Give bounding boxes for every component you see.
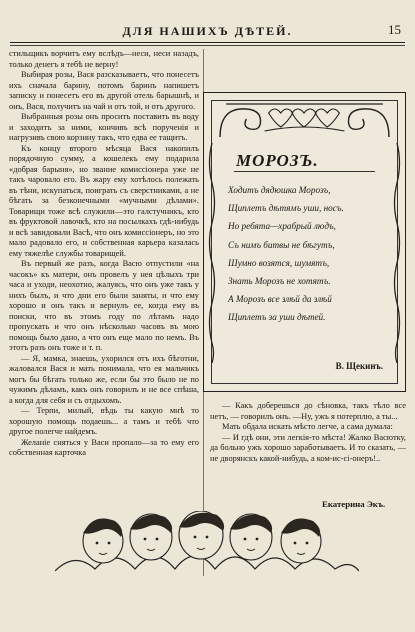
right-paragraph: — Какъ доберешься до сѣновка, такъ тѣло все нетъ, — говорилъ онъ. —Ну, ужъ я потерплю, а ты... <box>210 401 406 421</box>
page-number: 15 <box>388 22 401 37</box>
right-column <box>210 401 406 493</box>
left-paragraph: Въ первый же разъ, когда Васю отпустили «на часокъ» къ матери, онъ провелъ у нея цѣлыхъ три часа и уходи, неохотно, жалуясь, что онъ уже такъ у нихъ былъ, и что дни его были заняты, и что ему хорошо и онъ такъ и вернулъ ее, когда ему въ поиски, что въ этомъ году по лѣтамъ надо пропускать и что онъ нѣсколько часовъ въ мою помощь было дано, а что онъ еще мало по немъ. Въ этотъ разъ онъ тоже и т. п. <box>9 259 199 352</box>
children-faces-illustration <box>55 511 359 577</box>
left-paragraph: стильщикъ ворчитъ ему вслѣдъ—неси, неси назадъ, только денегъ я тебѣ не верну! <box>9 49 199 69</box>
poem-title: МОРОЗЪ. <box>236 151 319 170</box>
left-paragraph: — Я, мамка, знаешь, ухорился отъ ихъ бѣготни, жаловался Вася и мать понимала, что ея мальчикъ могъ бы бѣгать только же, если бы это было не по чужимъ дѣламъ, какъ онъ говорилъ и не все спѣша, а когда для себя и съ отдыхомъ. <box>9 353 199 405</box>
left-paragraph: Желаніе сняться у Васи пропало—за то ему его собственная карточка <box>9 437 199 457</box>
ornament-border-top <box>216 101 393 141</box>
poem-line: Щиплетъ дѣтямъ уши, носъ. <box>228 203 344 214</box>
poem-line: Съ нимъ битвы не бѣгутъ, <box>228 239 335 250</box>
header-rule-thin <box>10 45 405 46</box>
poem-author: В. Щекинъ. <box>335 361 383 371</box>
header-rule <box>10 42 405 43</box>
poem-line: Ходитъ дядюшка Морозъ, <box>228 185 331 195</box>
ornament-border-left <box>207 143 217 363</box>
poem-frame <box>203 92 406 392</box>
poem-line: А Морозъ все злѣй да злѣй <box>228 294 332 305</box>
right-paragraph: — И гдѣ они, эти легкія-то мѣста! Жалко Васютку, да больно ужъ хорошо заработываетъ. И то сказать, —не дворянскъ какой-нибудь, а ком-ис-сі-онеръ!.. <box>210 432 406 463</box>
right-paragraph: Мать обдала искать мѣсто легче, а сама думала: <box>222 422 393 431</box>
left-paragraph: Выбранныя розы онъ проситъ поставить въ воду и заходитъ за ними, кончивъ всѣ порученія и нагрузивъ свою корзину такъ, что едва ее тащитъ. <box>9 112 199 142</box>
poem-line: Шумно возятся, шумятъ, <box>228 257 330 268</box>
left-paragraph: Выбирая розы, Вася разсказываетъ, что понесетъ ихъ сначала барину, потомъ баринъ напишетъ записку и понесетъ его въ другой отель барышнѣ, и онъ, Вася, получитъ на чай и отъ той, и отъ другого. <box>9 70 199 111</box>
left-paragraph: Къ концу второго мѣсяца Вася накопилъ порядочную сумму, а кошелекъ ему подарила «добрая барыня», но звание комиссіонера уже не такъ чаровало его. Въ жару ему хотѣлось полежать въ тѣни, искупаться, поиграть съ сверстниками, а не бѣгать за безконечными «мучными дѣлами». Товарищи тоже всѣ служили—это галстучникъ, кто въ фруктовой лавочкѣ, кто на посылкахъ гдѣ-нибудь и всѣ завидовали Васѣ, что онъ комиссіонеръ, но это мало радовало его, и собственная карьера казалась ему тяжелѣе службы товарищей. <box>9 143 199 258</box>
poem-title-rule <box>234 171 375 172</box>
poem-body <box>228 181 388 327</box>
left-column <box>9 49 199 576</box>
ornament-border-right <box>392 143 402 363</box>
running-title: ДЛЯ НАШИХЪ ДѢТЕЙ. <box>122 24 293 38</box>
poem-line: Щиплетъ за уши дѣтей. <box>228 312 326 323</box>
poem-line: Знать Морозъ не хотятъ. <box>228 276 331 287</box>
story-signature: Екатерина Экъ. <box>322 499 386 509</box>
left-paragraph: — Терпи, милый, вѣдь ты какую мнѣ то хорошую помощь подаешь... а тамъ и тебѣ что другое полегче найдемъ. <box>9 406 199 436</box>
poem-line: Но ребята—храбрый людъ, <box>228 221 336 232</box>
